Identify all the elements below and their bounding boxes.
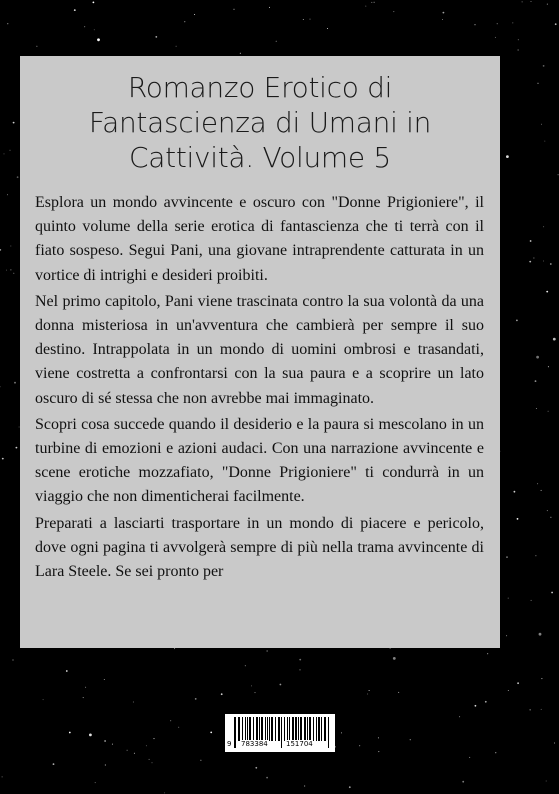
book-description: [35, 191, 484, 584]
title-line: Cattività. Volume 5: [129, 141, 391, 174]
description-paragraph: Esplora un mondo avvincente e oscuro con "Donne Prigioniere", il quinto volume della serie erotica di fantascienza che ti terrà con il fiato sospeso. Segui Pani, una giovane intraprendente catturata in un vortice di intrighi e desideri proibiti.: [35, 194, 484, 284]
title-line: Fantascienza di Umani in: [88, 106, 432, 139]
description-paragraph: Nel primo capitolo, Pani viene trascinata contro la sua volontà da una donna misteriosa in un'avventura che cambierà per sempre il suo destino. Intrappolata in un mondo di uomini ombrosi e trasandati, viene costretta a confrontarsi con la sua paura e a scoprire un lato oscuro di sé stessa che non avrebbe mai immaginato.: [35, 292, 484, 407]
book-title: [30, 70, 490, 175]
barcode-left-digits: 783384: [241, 740, 268, 748]
title-line: Romanzo Erotico di: [127, 71, 393, 104]
isbn-barcode: [225, 714, 335, 752]
text-panel: [20, 56, 500, 648]
barcode-lead-digit: 9: [227, 740, 232, 748]
description-paragraph: Preparati a lasciarti trasportare in un mondo di piacere e pericolo, dove ogni pagina ti avvolgerà sempre di più nella trama avvincente di Lara Steele. Se sei pronto per: [35, 514, 484, 581]
barcode-right-digits: 151704: [286, 740, 313, 748]
description-paragraph: Scopri cosa succede quando il desiderio e la paura si mescolano in un turbine di emozioni e azioni audaci. Con una narrazione avvincente e scene erotiche mozzafiato, "Donne Prigioniere" ti condurrà in un viaggio che non dimenticherai facilmente.: [35, 415, 484, 506]
